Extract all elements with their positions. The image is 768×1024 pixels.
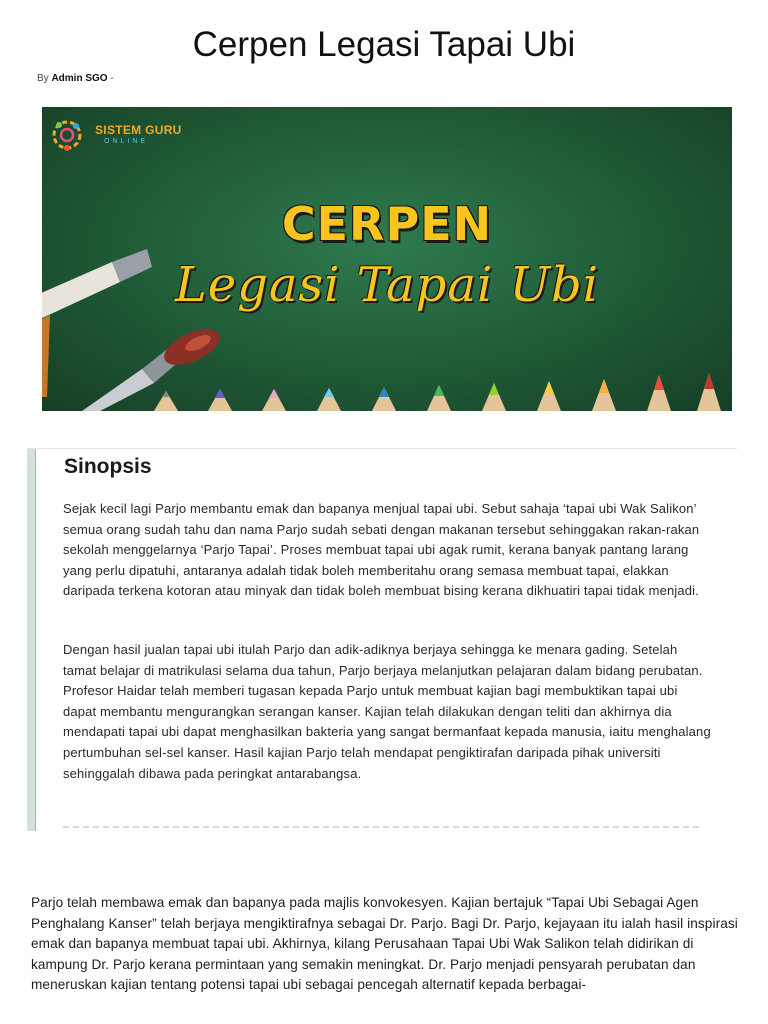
banner-heading: CERPEN: [281, 197, 493, 251]
synopsis-accent-line: [35, 449, 36, 831]
logo-title: SISTEM GURU: [95, 123, 182, 137]
synopsis-box: [27, 448, 737, 831]
cover-banner: [42, 107, 732, 411]
logo-emblem-icon: [54, 122, 80, 151]
synopsis-heading: Sinopsis: [64, 455, 152, 478]
banner-subtitle: Legasi Tapai Ubi: [174, 257, 600, 313]
by-label: By: [37, 73, 49, 84]
article-paragraph: Parjo telah membawa emak dan bapanya pada majlis konvokesyen. Kajian bertajuk “Tapai Ubi Sebagai Agen Penghalang Kanser” telah berjaya mengiktirafnya sebagai Dr. Parjo. Bagi Dr. Parjo, kejayaan itu ialah hasil inspirasi emak dan bapanya membuat tapai ubi. Akhirnya, kilang Perusahaan Tapai Ubi Wak Salikon telah didirikan di kampung Dr. Parjo kerana permintaan yang semakin meningkat. Dr. Parjo menjadi pensyarah perubatan dan meneruskan kajian tentang potensi tapai ubi sebagai pencegah alternatif kepada berbagai-: [31, 895, 738, 992]
synopsis-accent-bar: [27, 449, 35, 831]
byline-separator: -: [110, 73, 114, 84]
synopsis-paragraph: Sejak kecil lagi Parjo membantu emak dan bapanya menjual tapai ubi. Sebut sahaja ‘tapai ubi Wak Salikon’ semua orang sudah tahu dan nama Parjo sudah sebati dengan makanan tersebut sehinggakan rakan-rakan sekolah menggelarnya ‘Parjo Tapai’. Proses membuat tapai ubi agak rumit, kerana banyak pantang larang yang perlu dipatuhi, antaranya adalah tidak boleh memberitahu orang semasa membuat tapai, elakkan daripada terkena kotoran atau minyak dan tidak boleh membuat bising kerana dikhuatiri tapai tidak menjadi.: [63, 501, 700, 599]
cropped-text-edge: [63, 826, 703, 828]
synopsis-paragraph: Dengan hasil jualan tapai ubi itulah Parjo dan adik-adiknya berjaya sehingga ke menara gading. Setelah tamat belajar di matrikulasi selama dua tahun, Parjo berjaya melanjutkan pelajaran dalam bidang perubatan. Profesor Haidar telah memberi tugasan kepada Parjo untuk membuat kajian bagi membuktikan tapai ubi dapat membantu mengurangkan serangan kanser. Kajian telah dilakukan dengan teliti dan akhirnya dia mendapati tapai ubi dapat menghasilkan bakteria yang sangat bermanfaat kepada manusia, iaitu menghalang pertumbuhan sel-sel kanser. Hasil kajian Parjo telah mendapat pengiktirafan daripada pihak universiti sehinggalah dibawa pada peringkat antarabangsa.: [63, 642, 711, 781]
byline: [37, 73, 114, 84]
article-title: Cerpen Legasi Tapai Ubi: [192, 25, 576, 64]
pencil-row-icon: [154, 373, 721, 411]
logo-subtitle: ONLINE: [104, 138, 149, 145]
author-link[interactable]: Admin SGO: [51, 73, 108, 84]
paintbrush-icon: [82, 322, 225, 411]
